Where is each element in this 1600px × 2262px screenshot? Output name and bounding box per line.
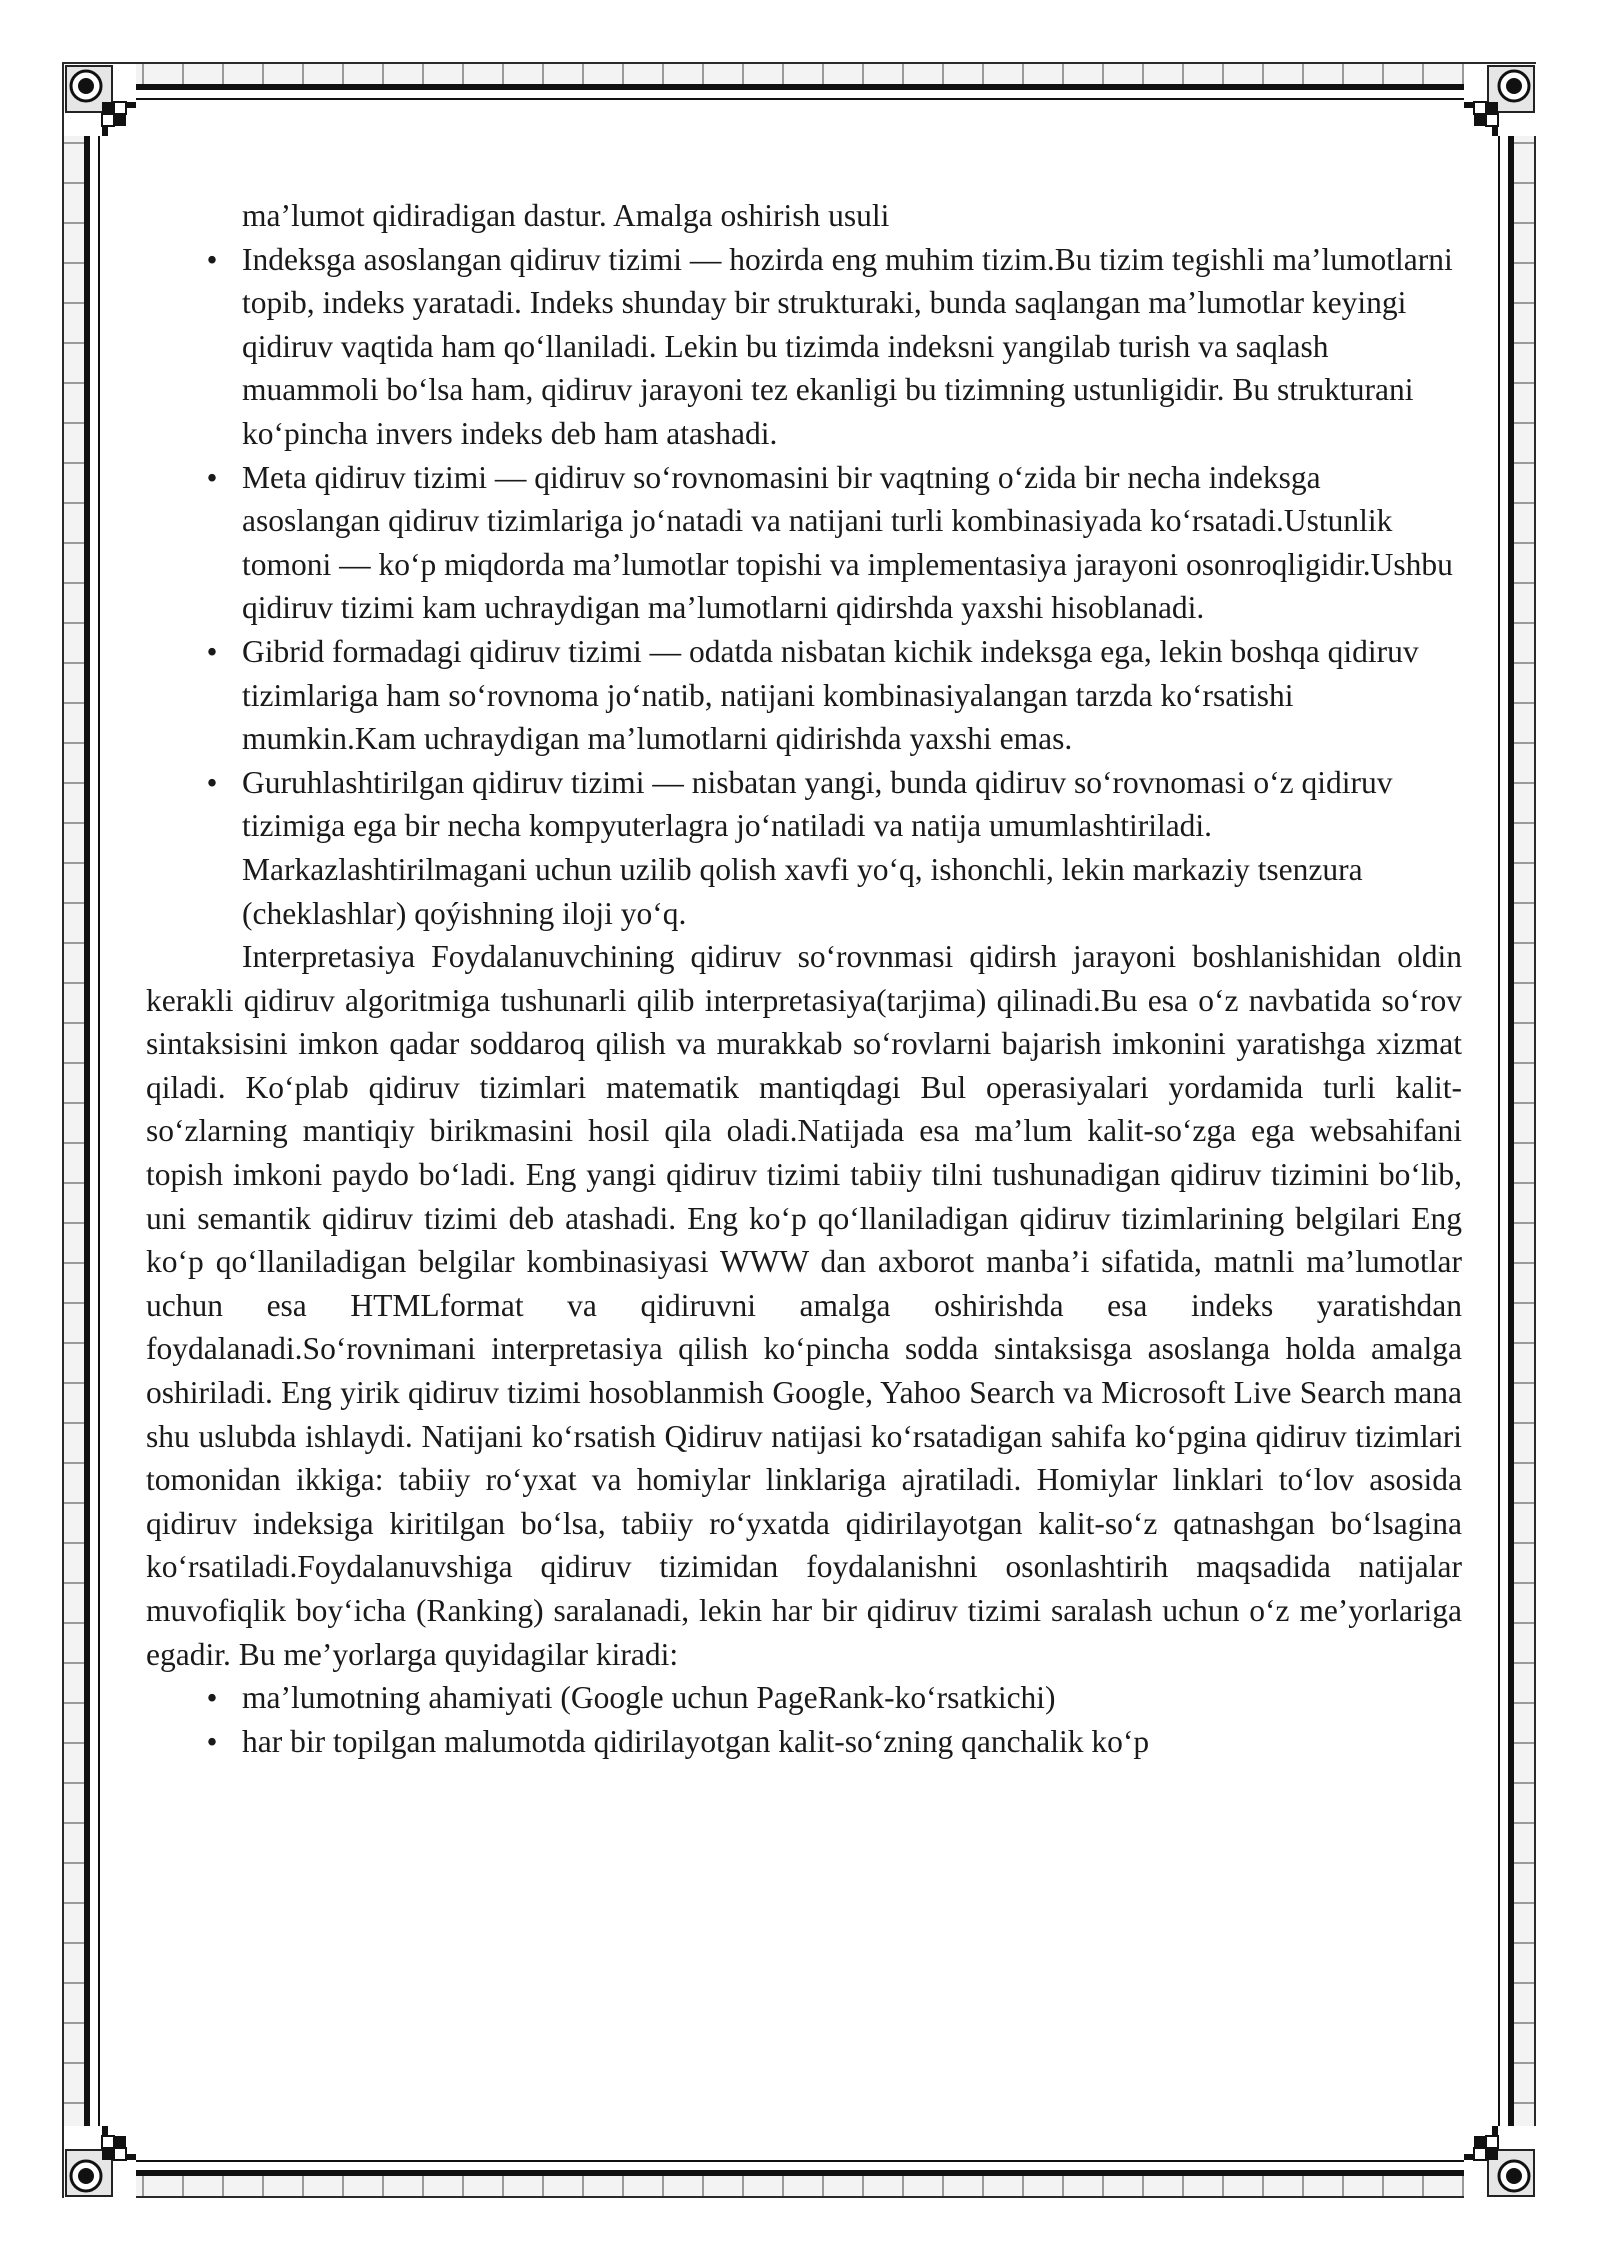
bullet-icon: • xyxy=(206,633,218,669)
list-item-text: har bir topilgan malumotda qidirilayotgan kalit-so‘zning qanchalik ko‘p xyxy=(242,1723,1150,1759)
bullet-icon: • xyxy=(206,241,218,277)
bullet-icon: • xyxy=(206,1723,218,1759)
list-item-text: ma’lumotning ahamiyati (Google uchun PageRank-ko‘rsatkichi) xyxy=(242,1680,1056,1716)
list-item xyxy=(146,761,1462,935)
document-body xyxy=(146,194,1462,1763)
bullet-list-bottom xyxy=(146,1676,1462,1763)
bullet-icon: • xyxy=(206,764,218,800)
bullet-icon: • xyxy=(206,459,218,495)
list-item xyxy=(146,1676,1462,1720)
intro-line: ma’lumot qidiradigan dastur. Amalga oshirish usuli xyxy=(242,198,890,233)
corner-ornament-icon xyxy=(64,64,136,136)
list-item-text: Indeksga asoslangan qidiruv tizimi — hozirda eng muhim tizim.Bu tizim tegishli ma’lumotlarni topib, indeks yaratadi. Indeks shunday bir strukturaki, bunda saqlangan ma’lumotlar keyingi qidiruv vaqtida ham qo‘llaniladi. Lekin bu tizimda indeksni yangilab turish va saqlash muammoli bo‘lsa ham, qidiruv jarayoni tez ekanligi bu tizimning ustunligidir. Bu strukturani ko‘pincha invers indeks deb ham atashadi. xyxy=(242,241,1453,451)
corner-ornament-icon xyxy=(1464,64,1536,136)
bullet-list-top xyxy=(146,238,1462,936)
list-item xyxy=(146,630,1462,761)
corner-ornament-icon xyxy=(1464,2126,1536,2198)
list-item xyxy=(146,1720,1462,1764)
list-item-text: Guruhlashtirilgan qidiruv tizimi — nisbatan yangi, bunda qidiruv so‘rovnomasi o‘z qidiruv tizimiga ega bir necha kompyuterlagra jo‘natiladi va natija umumlashtiriladi. Markazlashtirilmagani uchun uzilib qolish xavfi yo‘q, ishonchli, lekin markaziy tsenzura (cheklashlar) qoýishning iloji yo‘q. xyxy=(242,764,1393,931)
list-item-text: Gibrid formadagi qidiruv tizimi — odatda nisbatan kichik indeksga ega, lekin boshqa qidiruv tizimlariga ham so‘rovnoma jo‘natib, natijani kombinasiyalangan tarzda ko‘rsatishi mumkin.Kam uchraydigan ma’lumotlarni qidirishda yaxshi emas. xyxy=(242,633,1419,757)
list-item xyxy=(146,456,1462,630)
corner-ornament-icon xyxy=(64,2126,136,2198)
bullet-icon: • xyxy=(206,1680,218,1716)
list-item-text: Meta qidiruv tizimi — qidiruv so‘rovnomasini bir vaqtning o‘zida bir necha indeksga asoslangan qidiruv tizimlariga jo‘natadi va natijani turli kombinasiyada ko‘rsatadi.Ustunlik tomoni — ko‘p miqdorda ma’lumotlar topishi va implementasiya jarayoni osonroqligidir.Ushbu qidiruv tizimi kam uchraydigan ma’lumotlarni qidirshda yaxshi hisoblanadi. xyxy=(242,459,1453,626)
main-paragraph: Interpretasiya Foydalanuvchining qidiruv so‘rovnmasi qidirsh jarayoni boshlanishidan oldin kerakli qidiruv algoritmiga tushunarli qilib interpretasiya(tarjima) qilinadi.Bu esa o‘z navbatida so‘rov sintaksisini imkon qadar soddaroq qilish va murakkab so‘rovlarni bajarish imkonini yaratishga xizmat qiladi. Ko‘plab qidiruv tizimlari matematik mantiqdagi Bul operasiyalari yordamida turli kalit-so‘zlarning mantiqiy birikmasini hosil qila oladi.Natijada esa ma’lum kalit-so‘zga ega websahifani topish imkoni paydo bo‘ladi. Eng yangi qidiruv tizimi tabiiy tilni tushunadigan qidiruv tizimini bo‘lib, uni semantik qidiruv tizimi deb atashadi. Eng ko‘p qo‘llaniladigan qidiruv tizimlarining belgilari Eng ko‘p qo‘llaniladigan belgilar kombinasiyasi WWW dan axborot manba’i sifatida, matnli ma’lumotlar uchun esa HTMLformat va qidiruvni amalga oshirishda esa indeks yaratishdan foydalanadi.So‘rovnimani interpretasiya qilish ko‘pincha sodda sintaksisga asoslanga holda amalga oshiriladi. Eng yirik qidiruv tizimi hosoblanmish Google, Yahoo Search va Microsoft Live Search mana shu uslubda ishlaydi. Natijani ko‘rsatish Qidiruv natijasi ko‘rsatadigan sahifa ko‘pgina qidiruv tizimlari tomonidan ikkiga: tabiiy ro‘yxat va homiylar linklariga ajratiladi. Homiylar linklari to‘lov asosida qidiruv indeksiga kiritilgan bo‘lsa, tabiiy ro‘yxatda qidirilayotgan kalit-so‘z qatnashgan bo‘lsagina ko‘rsatiladi.Foydalanuvshiga qidiruv tizimidan foydalanishni osonlashtirih maqsadida natijalar muvofiqlik boy‘icha (Ranking) saralanadi, lekin har bir qidiruv tizimi saralash uchun o‘z me’yorlariga egadir. Bu me’yorlarga quyidagilar kiradi: xyxy=(146,939,1462,1672)
list-item xyxy=(146,238,1462,456)
